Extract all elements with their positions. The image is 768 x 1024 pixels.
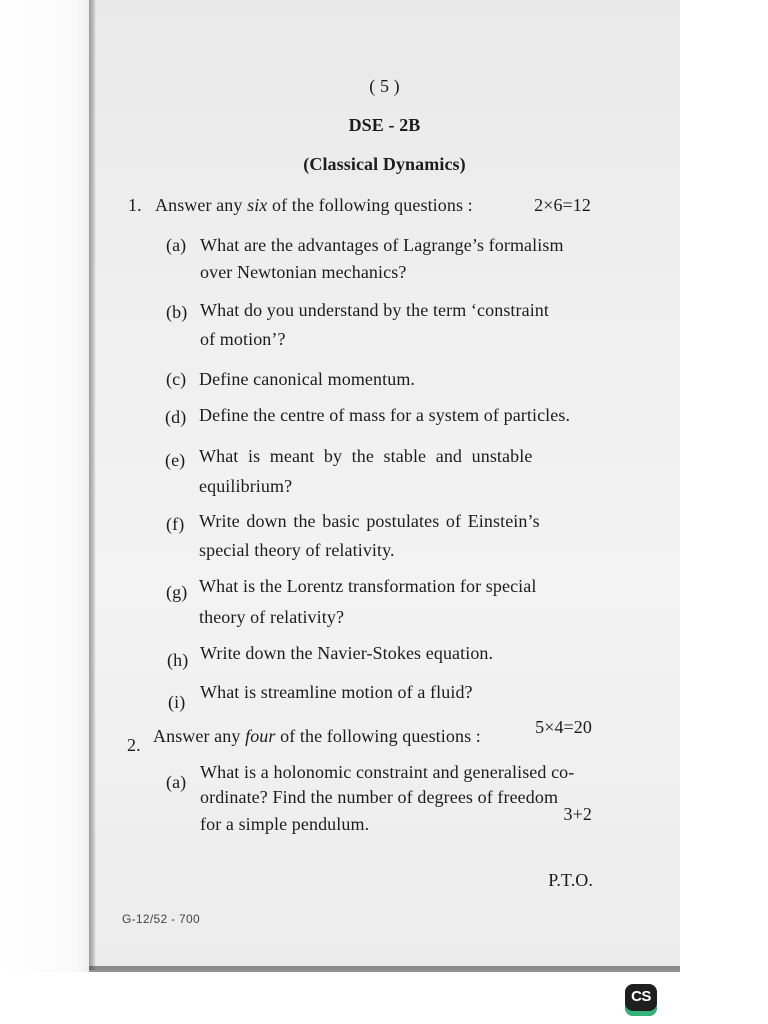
camscanner-badge-text: CS (631, 988, 651, 1005)
part-e-label: (e) (165, 450, 186, 470)
part-g-line-1: What is the Lorentz transformation for special (199, 576, 537, 596)
page-number: ( 5 ) (369, 76, 400, 96)
paper-code: DSE - 2B (348, 115, 421, 135)
q2-part-a-label: (a) (166, 772, 187, 792)
question-1-instruction (155, 195, 473, 216)
paper-bottom-shadow (89, 966, 680, 972)
question-1-number: 1. (128, 195, 142, 215)
part-b-label: (b) (166, 302, 188, 322)
part-b-line-1: What do you understand by the term ‘constraint (200, 300, 550, 320)
part-h-line-1: Write down the Navier-Stokes equation. (200, 643, 494, 663)
paper-edge-shadow (89, 0, 96, 970)
subject-title: (Classical Dynamics) (303, 154, 466, 174)
part-c-line-1: Define canonical momentum. (199, 369, 416, 389)
part-c-label: (c) (166, 369, 187, 389)
instruction-suffix: of the following questions : (280, 726, 481, 746)
part-h-label: (h) (167, 650, 189, 670)
q2-part-a-line-3: for a simple pendulum. (200, 814, 370, 834)
part-e-line-1: What is meant by the stable and unstable (199, 446, 533, 466)
question-2-marks: 5×4=20 (535, 717, 592, 737)
part-i-line-1: What is streamline motion of a fluid? (200, 682, 473, 702)
part-g-line-2: theory of relativity? (199, 607, 345, 627)
part-d-line-1: Define the centre of mass for a system of particles. (199, 405, 571, 425)
instruction-emphasis: six (247, 195, 268, 215)
part-a-line-1: What are the advantages of Lagrange’s formalism (200, 235, 564, 255)
part-i-label: (i) (168, 692, 186, 712)
question-2-instruction (153, 726, 481, 747)
question-2-number: 2. (127, 735, 141, 755)
part-g-label: (g) (166, 582, 188, 602)
part-d-label: (d) (165, 407, 187, 427)
q2-part-a-line-1: What is a holonomic constraint and generalised co- (200, 762, 575, 782)
part-f-label: (f) (166, 514, 185, 534)
question-1-marks: 2×6=12 (534, 195, 591, 215)
instruction-emphasis: four (245, 726, 276, 746)
instruction-prefix: Answer any (153, 726, 241, 746)
part-e-line-2: equilibrium? (199, 476, 293, 496)
instruction-prefix: Answer any (155, 195, 243, 215)
part-b-line-2: of motion’? (200, 329, 286, 349)
part-a-label: (a) (166, 235, 187, 255)
exam-paper-page (89, 0, 680, 970)
instruction-suffix: of the following questions : (272, 195, 473, 215)
footer-code: G-12/52 - 700 (122, 912, 200, 926)
q2-part-a-marks: 3+2 (563, 804, 592, 824)
part-f-line-1: Write down the basic postulates of Einstein’s (199, 511, 540, 531)
part-f-line-2: special theory of relativity. (199, 540, 395, 560)
pto-label: P.T.O. (548, 870, 593, 890)
camscanner-badge-icon (625, 984, 657, 1016)
photo-background (0, 0, 89, 972)
part-a-line-2: over Newtonian mechanics? (200, 262, 407, 282)
q2-part-a-line-2: ordinate? Find the number of degrees of freedom (200, 787, 559, 807)
